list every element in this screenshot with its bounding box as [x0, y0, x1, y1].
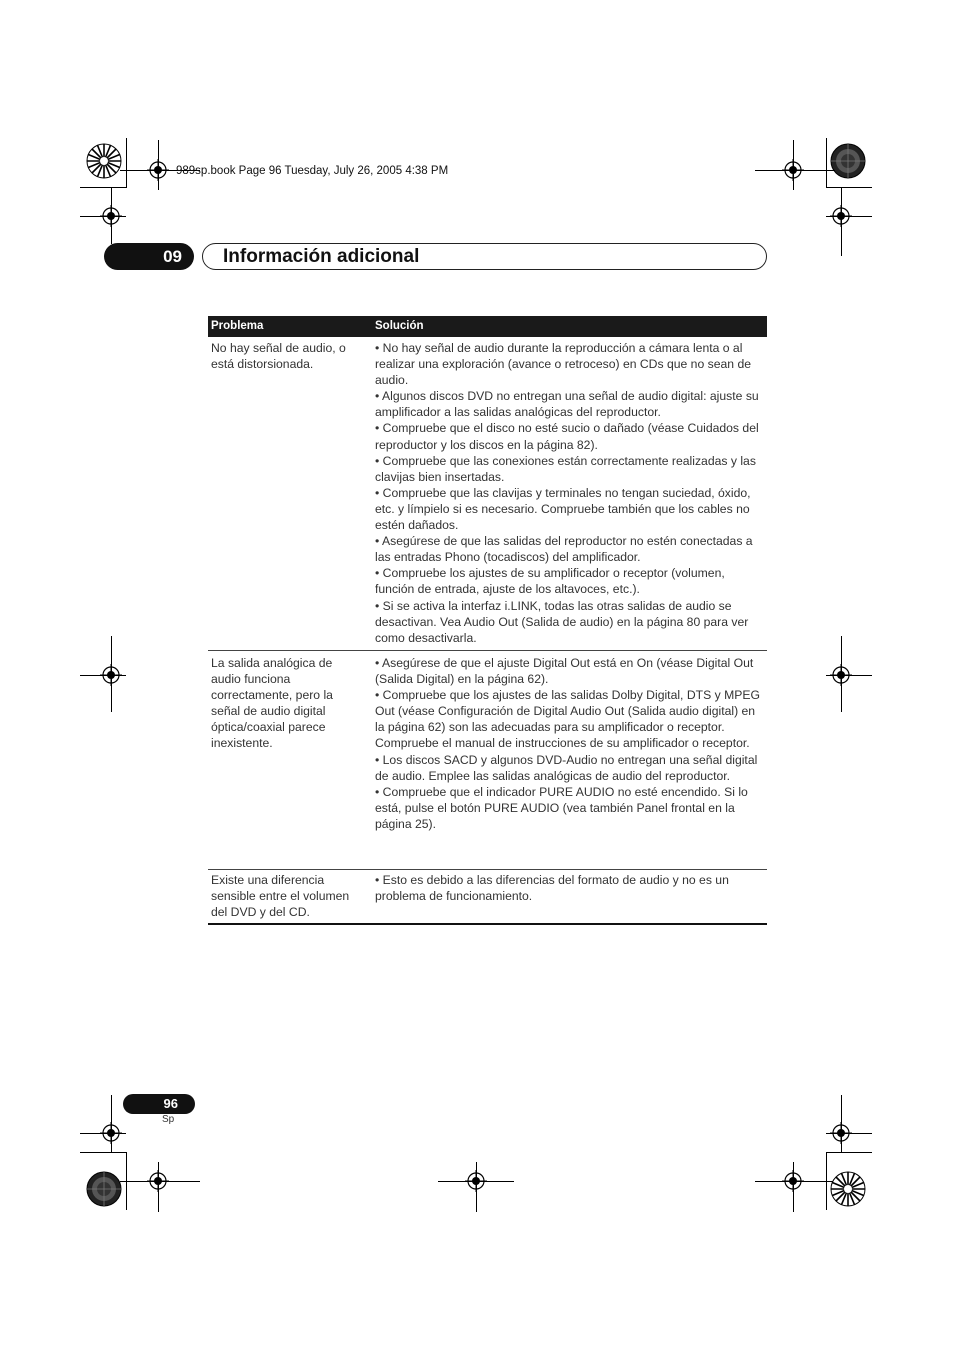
problem-cell: No hay señal de audio, o está distorsionada.	[211, 341, 346, 372]
table-row	[208, 870, 767, 925]
problem-cell: Existe una diferencia sensible entre el volumen del DVD y del CD.	[211, 873, 350, 920]
table-row	[208, 337, 767, 651]
solution-item: • Compruebe que el indicador PURE AUDIO no esté encendido. Si lo está, pulse el botón PURE AUDIO (vea también Panel frontal en la página 25).	[375, 784, 748, 831]
chapter-title: Información adicional	[223, 246, 420, 267]
language-code: Sp	[162, 1114, 175, 1125]
solution-item: • Asegúrese de que las salidas del reproductor no estén conectadas a las entradas Phono (tocadiscos) del amplificador.	[375, 534, 753, 565]
solution-item: • Asegúrese de que el ajuste Digital Out está en On (véase Digital Out (Salida Digital) en la página 62).	[375, 656, 754, 687]
print-slug: 989sp.book Page 96 Tuesday, July 26, 2005 4:38 PM	[176, 165, 449, 177]
problem-cell: La salida analógica de audio funciona correctamente, pero la señal de audio digital óptica/coaxial parece inexistente.	[211, 656, 333, 751]
solution-item: • Compruebe que las clavijas y terminales no tengan suciedad, óxido, etc. y límpielo si es necesario. Compruebe también que los cables no estén dañados.	[375, 485, 751, 533]
column-header-solution: Solución	[375, 320, 424, 332]
color-burst-mark	[830, 1171, 866, 1207]
solution-cell	[375, 872, 767, 904]
solution-cell	[375, 655, 767, 832]
solution-item: • Compruebe los ajustes de su amplificador o receptor (volumen, función de entrada, ajuste de los altavoces, etc.).	[375, 566, 725, 597]
color-burst-mark	[830, 143, 866, 179]
chapter-header	[202, 243, 767, 270]
solution-item: • Esto es debido a las diferencias del formato de audio y no es un problema de funcionamiento.	[375, 873, 729, 904]
table-row	[208, 651, 767, 870]
solution-item: • Los discos SACD y algunos DVD-Audio no entregan una señal digital de audio. Emplee las salidas analógicas de audio del reproductor.	[375, 752, 758, 783]
chapter-number-badge: 09	[104, 243, 194, 270]
solution-item: • Compruebe que las conexiones están correctamente realizadas y las clavijas bien insertadas.	[375, 453, 756, 484]
troubleshooting-table	[208, 316, 767, 925]
solution-item: • Compruebe que los ajustes de las salidas Dolby Digital, DTS y MPEG Out (véase Configuración de Digital Audio Out (Salida audio digital) en la página 62) son las adecuadas para su amplificador o receptor. Compruebe el manual de instrucciones de su amplificador o receptor.	[375, 688, 760, 751]
solution-item: • No hay señal de audio durante la reproducción a cámara lenta o al realizar una exploración (avance o retroceso) en CDs que no sean de audio.	[375, 341, 751, 388]
solution-cell	[375, 340, 767, 646]
color-burst-mark	[86, 1171, 122, 1207]
color-burst-mark	[86, 143, 122, 179]
solution-item: • Si se activa la interfaz i.LINK, todas las otras salidas de audio se desactivan. Vea Audio Out (Salida de audio) en la página 80 para ver como desactivarla.	[375, 598, 749, 645]
column-header-problem: Problema	[211, 320, 264, 332]
table-header	[208, 316, 767, 337]
page-number-badge: 96	[123, 1094, 195, 1114]
solution-item: • Algunos discos DVD no entregan una señal de audio digital: ajuste su amplificador a las salidas analógicas del reproductor.	[375, 389, 759, 420]
solution-item: • Compruebe que el disco no esté sucio o dañado (véase Cuidados del reproductor y los discos en la página 82).	[375, 421, 759, 452]
